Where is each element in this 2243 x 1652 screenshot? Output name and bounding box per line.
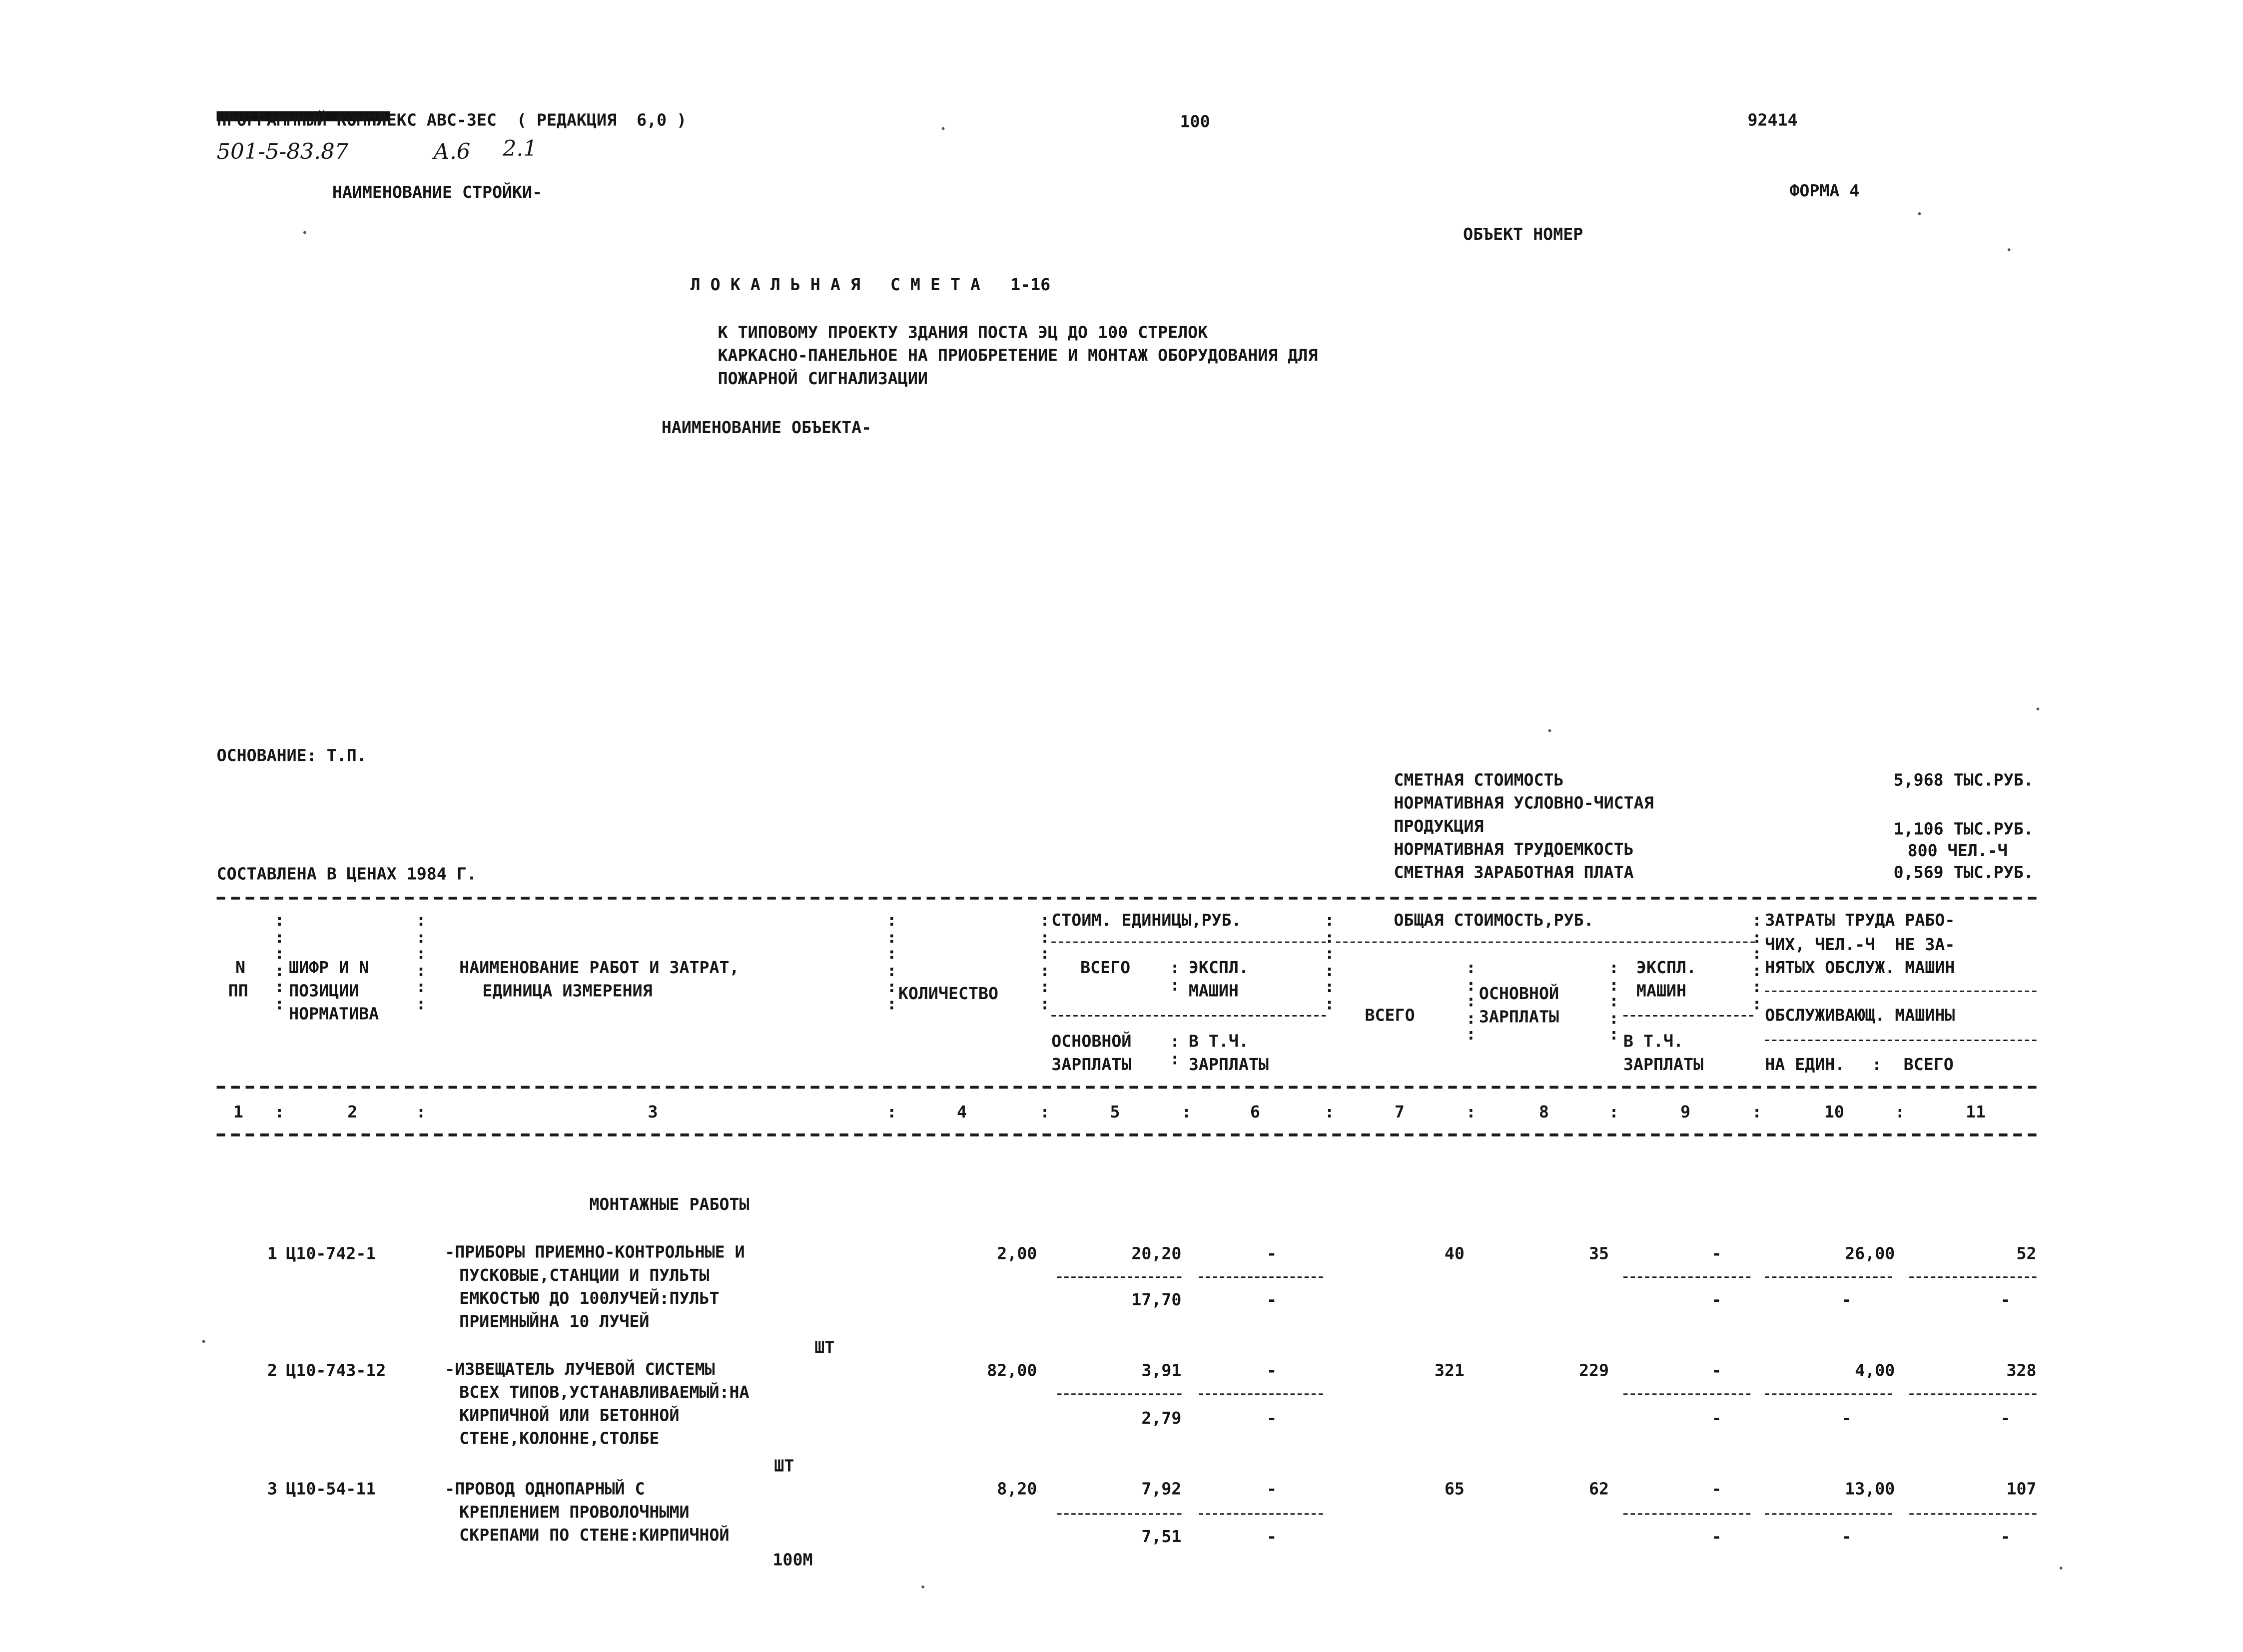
header-total-incl-wage: ЗАРПЛАТЫ [1623, 1054, 1704, 1075]
header-col-code: ШИФР И N [289, 957, 369, 978]
row-unit-wage: 7,51 [1141, 1526, 1182, 1547]
row-total-machines: - [1711, 1243, 1722, 1264]
separator: : [1040, 1101, 1050, 1122]
header-labor-group: ЧИХ, ЧЕЛ.-Ч НЕ ЗА- [1765, 934, 1955, 955]
row-rule [1623, 1513, 1750, 1515]
row-number: 3 [267, 1478, 277, 1499]
column-number: 7 [1394, 1101, 1405, 1122]
row-name-line: КРЕПЛЕНИЕМ ПРОВОЛОЧНЫМИ [459, 1502, 690, 1522]
header-labor-group: НЯТЫХ ОБСЛУЖ. МАШИН [1765, 957, 1955, 978]
row-labor-sub-total: - [2000, 1289, 2011, 1310]
row-rule [1765, 1393, 1892, 1395]
separator: : [1609, 1101, 1619, 1122]
row-total-machine-wage: - [1711, 1408, 1722, 1428]
row-labor-sub-total: - [2000, 1408, 2011, 1428]
separator: : [416, 1101, 426, 1122]
table-rule [1765, 1040, 2036, 1041]
summary-value: 0,569 ТЫС.РУБ. [1893, 862, 2034, 883]
row-unit-machines: - [1267, 1360, 1277, 1381]
table-rule [1051, 942, 1326, 943]
row-unit-machine-wage: - [1267, 1526, 1277, 1547]
row-unit: 100М [772, 1549, 813, 1570]
prices-note: СОСТАВЛЕНА В ЦЕНАХ 1984 Г. [216, 863, 477, 884]
header-col-code: НОРМАТИВА [289, 1003, 379, 1024]
row-name-line: СТЕНЕ,КОЛОННЕ,СТОЛБЕ [459, 1428, 660, 1449]
row-number: 1 [267, 1243, 277, 1264]
separator: : [886, 1101, 897, 1122]
header-labor-sub: ОБСЛУЖИВАЮЩ. МАШИНЫ [1765, 1005, 1955, 1026]
row-total-machine-wage: - [1711, 1526, 1722, 1547]
row-rule [1057, 1276, 1182, 1278]
separator: : : : : : : [886, 910, 897, 1013]
row-unit-total: 7,92 [1141, 1478, 1182, 1499]
row-rule [1765, 1276, 1892, 1278]
header-total-machines: МАШИН [1636, 980, 1687, 1001]
row-labor-sub-unit: - [1841, 1408, 1852, 1428]
header-total-base-wage: ОСНОВНОЙ [1479, 983, 1559, 1004]
row-total-machines: - [1711, 1478, 1722, 1499]
row-unit-machine-wage: - [1267, 1408, 1277, 1428]
row-rule [1199, 1276, 1323, 1278]
separator: : : : : : : [1040, 910, 1050, 1013]
row-rule [1765, 1513, 1892, 1515]
header-labor-group: ЗАТРАТЫ ТРУДА РАБО- [1765, 910, 1955, 930]
header-unit-incl-wage: В Т.Ч. [1188, 1031, 1249, 1052]
page-number: 100 [1180, 111, 1210, 132]
row-total: 40 [1444, 1243, 1465, 1264]
object-name-label: НАИМЕНОВАНИЕ ОБЪЕКТА- [661, 417, 872, 438]
row-code: Ц10-742-1 [286, 1243, 376, 1264]
column-number: 9 [1680, 1101, 1691, 1122]
table-rule [1623, 1015, 1753, 1017]
row-labor-sub-unit: - [1841, 1289, 1852, 1310]
row-unit-wage: 2,79 [1141, 1408, 1182, 1428]
column-number: 6 [1250, 1101, 1260, 1122]
row-labor-sub-unit: - [1841, 1526, 1852, 1547]
header-labor-total: ВСЕГО [1903, 1054, 1954, 1075]
column-number: 2 [347, 1101, 358, 1122]
scan-speck [2037, 707, 2040, 710]
row-code: Ц10-743-12 [286, 1360, 386, 1381]
row-labor-total: 328 [2006, 1360, 2037, 1381]
row-unit-machines: - [1267, 1243, 1277, 1264]
summary-value: 1,106 ТЫС.РУБ. [1893, 818, 2034, 839]
row-name-line: СКРЕПАМИ ПО СТЕНЕ:КИРПИЧНОЙ [459, 1525, 730, 1545]
row-unit: ШТ [774, 1455, 794, 1476]
row-total: 65 [1444, 1478, 1465, 1499]
construction-label: НАИМЕНОВАНИЕ СТРОЙКИ- [332, 182, 543, 202]
section-title: МОНТАЖНЫЕ РАБОТЫ [589, 1194, 749, 1214]
separator: : [1895, 1101, 1905, 1122]
estimate-title: Л О К А Л Ь Н А Я С М Е Т А 1-16 [690, 274, 1051, 295]
column-number: 1 [233, 1101, 243, 1122]
header-col-number: ПП [228, 980, 248, 1001]
row-unit: ШТ [814, 1337, 835, 1358]
row-total-wage: 35 [1588, 1243, 1609, 1264]
separator: : : : : : : [1324, 910, 1335, 1013]
scan-speck [2008, 248, 2011, 251]
header-col-number: N [235, 957, 246, 978]
header-unit-machines: ЭКСПЛ. [1188, 957, 1249, 978]
header-unit-cost-group: СТОИМ. ЕДИНИЦЫ,РУБ. [1051, 910, 1242, 930]
row-labor-sub-total: - [2000, 1526, 2011, 1547]
scan-speck [921, 1586, 924, 1589]
header-col-name: НАИМЕНОВАНИЕ РАБОТ И ЗАТРАТ, [459, 957, 740, 978]
header-labor-unit: НА ЕДИН. [1765, 1054, 1845, 1075]
table-rule [1765, 991, 2036, 992]
summary-label: НОРМАТИВНАЯ ТРУДОЕМКОСТЬ [1394, 839, 1634, 859]
separator: : : : : : : [274, 910, 285, 1013]
scan-speck [2060, 1567, 2063, 1570]
row-name-line: ЕМКОСТЬЮ ДО 100ЛУЧЕЙ:ПУЛЬТ [459, 1288, 720, 1308]
header-total-machines: ЭКСПЛ. [1636, 957, 1697, 978]
separator: : [1466, 1101, 1476, 1122]
header-total-incl-wage: В Т.Ч. [1623, 1031, 1684, 1052]
estimate-description-line: К ТИПОВОМУ ПРОЕКТУ ЗДАНИЯ ПОСТА ЭЦ ДО 100 СТРЕЛОК [718, 322, 1208, 343]
column-number: 10 [1824, 1101, 1844, 1122]
header-col-name: ЕДИНИЦА ИЗМЕРЕНИЯ [482, 980, 653, 1001]
row-unit-machines: - [1267, 1478, 1277, 1499]
row-name-line: ВСЕХ ТИПОВ,УСТАНАВЛИВАЕМЫЙ:НА [459, 1382, 749, 1402]
column-number: 11 [1966, 1101, 1986, 1122]
album-reference: А.6 [433, 138, 471, 165]
header-total-cost-group: ОБЩАЯ СТОИМОСТЬ,РУБ. [1394, 910, 1594, 930]
row-number: 2 [267, 1360, 277, 1381]
row-rule [1057, 1513, 1182, 1515]
estimate-description-line: ПОЖАРНОЙ СИГНАЛИЗАЦИИ [718, 368, 928, 389]
header-unit-machines: МАШИН [1188, 980, 1239, 1001]
row-total-machines: - [1711, 1360, 1722, 1381]
separator: : : [1170, 957, 1180, 995]
column-number: 8 [1538, 1101, 1549, 1122]
form-label: ФОРМА 4 [1789, 180, 1860, 201]
scan-speck [303, 231, 306, 234]
row-labor-unit: 4,00 [1855, 1360, 1895, 1381]
row-rule [1623, 1393, 1750, 1395]
column-number: 4 [957, 1101, 967, 1122]
row-name-line: ПУСКОВЫЕ,СТАНЦИИ И ПУЛЬТЫ [459, 1265, 710, 1285]
summary-label: ПРОДУКЦИЯ [1394, 816, 1484, 836]
header-unit-base-wage: ЗАРПЛАТЫ [1051, 1054, 1132, 1075]
scan-speck [1548, 729, 1551, 732]
summary-label: СМЕТНАЯ СТОИМОСТЬ [1394, 769, 1564, 790]
row-unit-total: 3,91 [1141, 1360, 1182, 1381]
table-rule [1336, 942, 1755, 943]
separator: : [274, 1101, 285, 1122]
row-rule [1909, 1276, 2036, 1278]
table-rule [217, 1133, 2037, 1136]
header-unit-incl-wage: ЗАРПЛАТЫ [1188, 1054, 1269, 1075]
row-total-machine-wage: - [1711, 1289, 1722, 1310]
separator: : [1324, 1101, 1335, 1122]
column-number: 3 [648, 1101, 658, 1122]
table-rule [217, 897, 2037, 900]
row-rule [1623, 1276, 1750, 1278]
separator: : : : : : : [416, 910, 426, 1013]
header-total-all: ВСЕГО [1365, 1005, 1415, 1026]
summary-label: СМЕТНАЯ ЗАРАБОТНАЯ ПЛАТА [1394, 862, 1634, 883]
separator: : [1181, 1101, 1192, 1122]
row-unit-machine-wage: - [1267, 1289, 1277, 1310]
row-rule [1909, 1393, 2036, 1395]
document-code: 92414 [1747, 109, 1798, 130]
row-name-line: -ПРИБОРЫ ПРИЕМНО-КОНТРОЛЬНЫЕ И [445, 1241, 745, 1262]
table-rule [217, 1086, 2037, 1089]
column-number: 5 [1110, 1101, 1120, 1122]
row-rule [1057, 1393, 1182, 1395]
separator: : [1872, 1054, 1882, 1075]
header-unit-total: ВСЕГО [1080, 957, 1131, 978]
separator: : : : : : [1609, 957, 1619, 1044]
row-labor-total: 52 [2016, 1243, 2037, 1264]
row-name-line: ПРИЕМНЫЙНА 10 ЛУЧЕЙ [459, 1311, 650, 1332]
row-name-line: КИРПИЧНОЙ ИЛИ БЕТОННОЙ [459, 1405, 680, 1425]
separator: : : : : : [1466, 957, 1476, 1044]
row-name-line: -ПРОВОД ОДНОПАРНЫЙ С [445, 1478, 645, 1499]
separator: : [1752, 1101, 1762, 1122]
row-name-line: -ИЗВЕЩАТЕЛЬ ЛУЧЕВОЙ СИСТЕМЫ [445, 1358, 715, 1379]
separator: : : [1170, 1031, 1180, 1068]
header-col-code: ПОЗИЦИИ [289, 980, 359, 1001]
program-name: ПРОГРАММНЫЙ КОМПЛЕКС АВС-ЗЕС ( РЕДАКЦИЯ 6,0 ) [216, 109, 687, 130]
header-unit-base-wage: ОСНОВНОЙ [1051, 1031, 1132, 1052]
scan-speck [1918, 212, 1921, 215]
header-col-quantity: КОЛИЧЕСТВО [898, 983, 999, 1004]
row-rule [1909, 1513, 2036, 1515]
row-total-wage: 62 [1588, 1478, 1609, 1499]
row-labor-unit: 13,00 [1845, 1478, 1895, 1499]
row-quantity: 8,20 [997, 1478, 1037, 1499]
row-quantity: 2,00 [997, 1243, 1037, 1264]
estimate-description-line: КАРКАСНО-ПАНЕЛЬНОЕ НА ПРИОБРЕТЕНИЕ И МОНТАЖ ОБОРУДОВАНИЯ ДЛЯ [718, 345, 1318, 366]
summary-value: 5,968 ТЫС.РУБ. [1893, 769, 2034, 790]
header-total-base-wage: ЗАРПЛАТЫ [1479, 1006, 1559, 1027]
object-number-label: ОБЪЕКТ НОМЕР [1463, 224, 1583, 244]
row-unit-wage: 17,70 [1131, 1289, 1182, 1310]
row-code: Ц10-54-11 [286, 1478, 376, 1499]
row-unit-total: 20,20 [1131, 1243, 1182, 1264]
row-rule [1199, 1393, 1323, 1395]
scan-speck [942, 127, 945, 130]
basis: ОСНОВАНИЕ: Т.П. [216, 745, 367, 765]
separator: : : : : : : [1752, 910, 1762, 1013]
row-quantity: 82,00 [987, 1360, 1037, 1381]
row-labor-total: 107 [2006, 1478, 2037, 1499]
summary-label: НОРМАТИВНАЯ УСЛОВНО-ЧИСТАЯ [1394, 792, 1654, 813]
scan-speck [202, 1340, 205, 1343]
sheet-reference: 2.1 [502, 135, 537, 162]
project-reference: 501-5-83.87 [216, 138, 349, 165]
row-rule [1199, 1513, 1323, 1515]
summary-value: 800 ЧЕЛ.-Ч [1907, 840, 2008, 861]
table-rule [1051, 1015, 1326, 1017]
row-total-wage: 229 [1578, 1360, 1609, 1381]
row-total: 321 [1434, 1360, 1465, 1381]
row-labor-unit: 26,00 [1845, 1243, 1895, 1264]
